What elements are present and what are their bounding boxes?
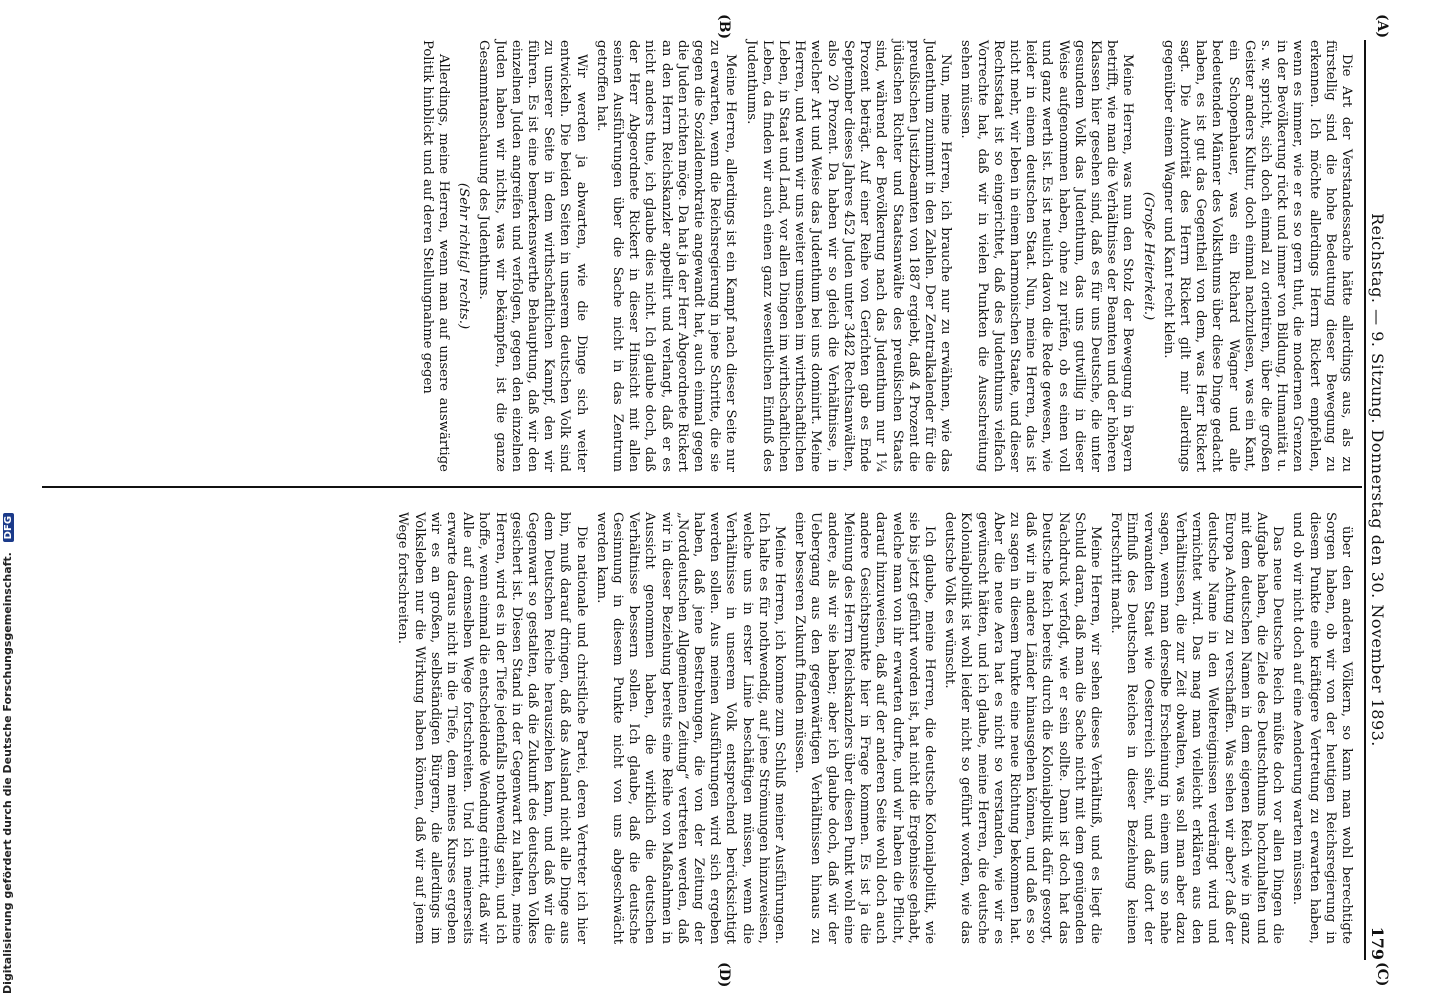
paragraph: Wir werden ja abwarten, wie die Dinge sich weiter entwickeln. Die beiden Seiten in unserem deutschen Volk sind zu unserer Seite in dem wirthschaftlichen Kampf, den wir führen. Es ist eine bemerkenswerthe Behauptung, daß wir den einzelnen Juden angreifen und verfolgen, gegen den einzelnen Juden haben wir nichts, was wir bekämpfen, ist die ganze Gesammtanschauung des Judenthums. — [476, 40, 589, 472]
digitization-credit-strip — [0, 0, 16, 1000]
paragraph: Ich glaube, meine Herren, die deutsche Kolonialpolitik, wie sie bis jetzt geführt worden ist, hat nicht die Ergebnisse gehabt, welche man von ihr erwarten durfte, und wir haben die Pflicht, darauf hinzuweisen, daß auf der anderen Seite wohl doch auch andere Gesichtspunkte hier in Frage kommen. Es ist ja die Meinung des Herrn Reichskanzlers über diesen Punkt wohl eine andere, als wir sie haben; aber ich glaube doch, daß wir der Uebergang aus den gegenwärtigen Verhältnissen hinaus zu einer besseren Zukunft finden müssen. — [792, 512, 937, 944]
paragraph: Die nationale und christliche Partei, deren Vertreter ich hier bin, muß darauf dringen, daß das Ausland nicht alle Dinge aus dem Deutschen Reiche herausziehen kann, und daß wir die Gegenwart so gestalten, daß die Zukunft des deutschen Volkes gesichert ist. Diesen Stand in der Gegenwart zu halten, meine Herren, wird es in der Tiefe jedenfalls nothwendig sein, und ich hoffe, wenn einmal die entscheidende Wendung eintritt, daß wir Alle auf demselben Wege fortschreiten. Und ich meinerseits erwarte daraus nicht in die Tiefe, dem meines Kurses ergeben wir es an großen, selbständigen Bürgern, die allerdings im Volksleben nur die Wirkung haben können, daß wir auf jenem Wege fortschreiten. — [395, 512, 589, 944]
page-title: Reichstag. — 9. Sitzung. Donnerstag den 30. November 1893. — [1368, 213, 1387, 747]
margin-marker-c: (C) — [1374, 962, 1390, 987]
credit-text: Digitalisierung gefördert durch die Deutsche Forschungsgemeinschaft. — [1, 552, 14, 994]
paragraph: Meine Herren, allerdings ist ein Kampf nach dieser Seite nur zu erwarten, wenn die Reichsregierung in jene Schritte, die sie gegen die Sozialdemokratie angewandt hat, auch einmal gegen die Juden richten möge. Da hat ja der Herr Abgeordnete Rickert an den Herrn Reichskanzler appellirt und verlangt, daß er es nicht anders thue, ich glaube dies nicht. Ich glaube doch, daß der Herr Abgeordnete Rickert in dieser Hinsicht mit allen seinen Ausführungen über die Sache nicht in das Zentrum getroffen hat. — [593, 40, 739, 472]
right-text-column — [390, 512, 1354, 944]
paragraph: Die Art der Verstandessache hätte allerdings aus, als zu fürstellig sind die hohe Bedeutung dieser Bewegung zu erkennen. Ich möchte allerdings Herrn Rickert empfehlen, wenn es immer, wie er es so gern thut, die modernen Grenzen in der Bevölkerung rückt und immer von Bildung, Humanität u. s. w. spricht, sich doch einmal zu orientiren, über die großen Geister anders Kultur, doch einmal nachzulesen, was ein Kant, ein Schopenhauer, was ein Richard Wagner und alle bedeutenden Männer des Volksthums über diese Dinge gedacht haben, es ist gut das Gegentheil von dem, was Herr Rickert sagt. Die Autorität des Herrn Rickert gilt mir allerdings gegenüber einem Wagner und Kant recht klein. — [1160, 40, 1354, 472]
paragraph: Meine Herren, ich komme zum Schluß meiner Ausführungen. Ich halte es für nothwendig, auf jene Strömungen hinzuweisen, welche uns in erster Linie beschäftigen müssen, wenn die Verhältnisse in unserem Volk entsprechend berücksichtigt werden sollen. Aus meinen Ausführungen wird sich ergeben haben, daß jene Bestrebungen, die von der Zeitung der „Norddeutschen Allgemeinen Zeitung“ vertreten werden, daß wir in dieser Beziehung bereits eine Reihe von Maßnahmen in Aussicht genommen haben, die wirklich die deutschen Verhältnisse bessern sollen. Ich glaube, daß die deutsche Gesinnung in diesem Punkte nicht von uns abgeschwächt werden kann. — [593, 512, 788, 944]
margin-marker-b: (B) — [716, 14, 732, 40]
interjection: (Sehr richtig! rechts.) — [456, 182, 472, 330]
column-divider — [42, 486, 1362, 488]
paragraph: über den anderen Völkern, so kann man wohl berechtigte Sorgen haben, ob wir von der heutigen Reichsregierung in diesem Punkte eine kräftigere Vertretung zu erwarten haben, und ob wir nicht doch auf eine Aenderung warten müssen. — [1290, 512, 1354, 944]
digitization-credit — [1, 394, 14, 994]
paragraph: Meine Herren, wir sehen dieses Verhältniß, und es liegt die Schuld daran, daß man die Sache nicht mit dem genügenden Nachdruck verfolgt, wie er sein sollte. Dann ist doch hat das Deutsche Reich bereits durch die Kolonialpolitik dafür gesorgt, daß wir in andere Länder hinausgehen können, und daß es so zu sagen in diesem Punkte eine neue Richtung bekommen hat. Aber die neue Aera hat es nicht so verstanden, wie wir es gewünscht hätten, und ich glaube, meine Herren, die deutsche Kolonialpolitik ist wohl leider nicht so geführt worden, wie das deutsche Volk es wünscht. — [942, 512, 1103, 944]
interjection: (Große Heiterkeit.) — [1140, 191, 1156, 321]
margin-marker-a: (A) — [1374, 14, 1390, 39]
paragraph: Das neue Deutsche Reich müßte doch vor allen Dingen die Aufgabe haben, die Ziele des Deutschthums hochzuhalten und mit dem deutschen Namen in dem eigenen Reich wie in ganz Europa Achtung zu verschaffen. Was sehen wir aber? daß der deutsche Name in den Weltereignissen verdrängt wird und vernichtet wird. Das mag man vielleicht erklären aus den Verhältnissen, die zur Zeit obwalten, was soll man aber dazu sagen, wenn man derselbe Erscheinung in einem uns so nahe verwandten Staat wie Oesterreich sieht, und daß dort der Einfluß des Deutschen Reiches in dieser Beziehung keinen Fortschritt macht. — [1108, 512, 1286, 944]
page-header — [1364, 40, 1394, 960]
left-text-column — [415, 40, 1354, 472]
paragraph: Allerdings, meine Herren, wenn man auf unsere auswärtige Politik hinblickt und auf deren Stellungnahme gegen — [419, 40, 452, 472]
paragraph: Meine Herren, was nun den Stolz der Bewegung in Bayern betrifft, wie man die Verhältnisse der Beamten und der höheren Klassen hier gesehen sind, daß es für uns Deutsche, die unter gesundem Volk das Judenthum, das uns gutwillig in dieser Weise aufgenommen haben, ohne zu prüfen, ob es einen voll und ganz werth ist. Es ist neulich davon die Rede gewesen, wie leider in einem deutschen Staat. Nun, meine Herren, das ist nicht mehr, wir leben in einem harmonischen Staate, und dieser Rechtsstaat ist so eingerichtet, daß des Judenthums vielfach Vorrechte hat, daß wir in vielen Punkten die Ausschreitung sehen müssen. — [958, 40, 1136, 472]
margin-marker-d: (D) — [716, 962, 732, 988]
dfg-logo: DFG — [3, 513, 14, 542]
page-number: 179 — [1368, 926, 1387, 960]
paragraph: Nun, meine Herren, ich brauche nur zu erwähnen, wie das Judenthum zunimmt in den Zahlen. Der Zentralkalender für die preußischen Justizbeamten von 1887 ergiebt, daß 4 Prozent die jüdischen Richter und Staatsanwälte des preußischen Staats sind, während der Bevölkerung nach das Judenthum nur 1¼ Prozent beträgt. Auf einer Reihe von Gerichten gab es Ende September dieses Jahres 452 Juden unter 3482 Rechtsanwälten, also 20 Prozent. Da haben wir so gleich die Verhältnisse, in welcher Art und Weise das Judenthum bei uns dominirt. Meine Herren, und wenn wir uns weiter umsehen im wirthschaftlichen Leben, in Staat und Land, vor allen Dingen im wirthschaftlichen Leben, da finden wir auch einen ganz wesentlichen Einfluß des Judenthums. — [743, 40, 954, 472]
